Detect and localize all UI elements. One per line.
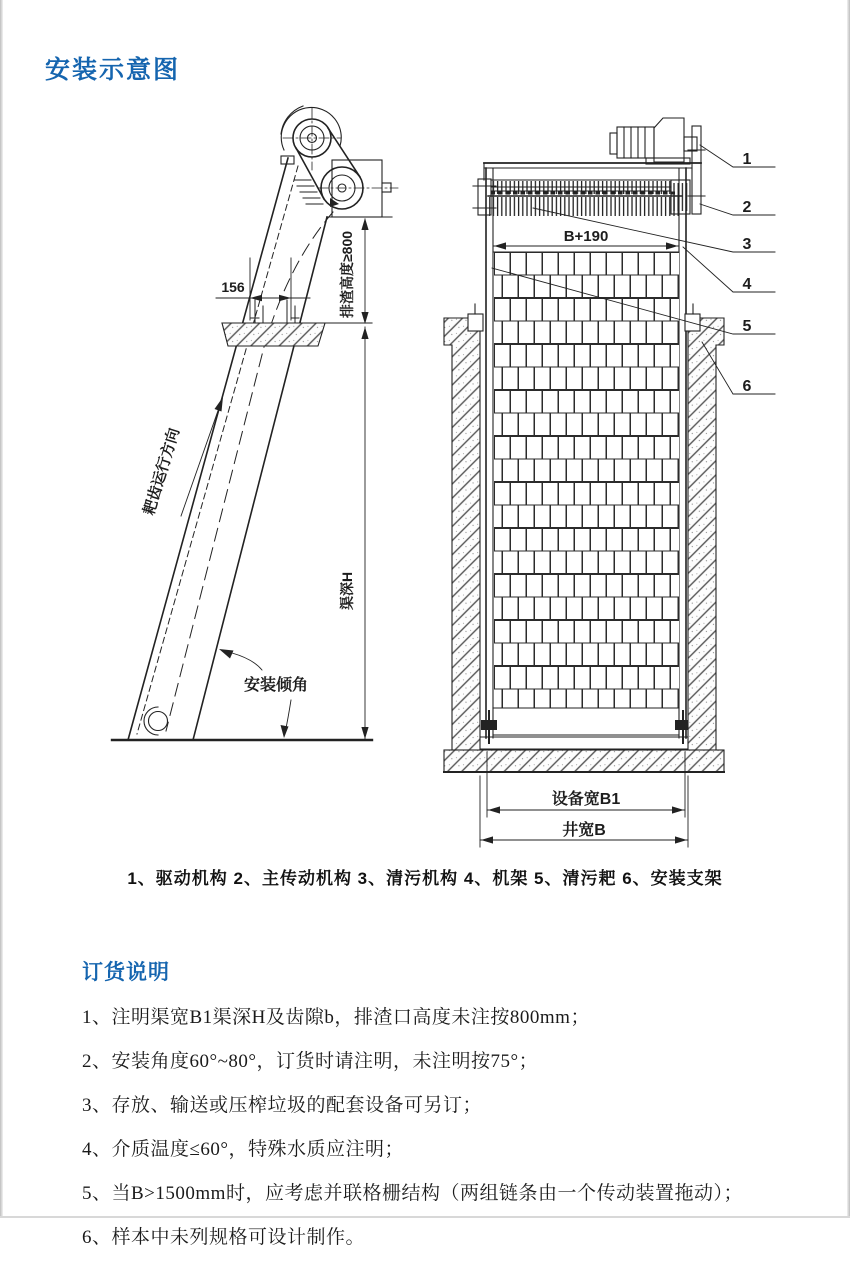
part-number-4: 4 — [742, 276, 752, 293]
screen-grid — [494, 252, 679, 708]
side-view-drawing — [112, 106, 398, 740]
channel-depth-label: 渠深H — [339, 571, 355, 610]
rake-direction-arrow — [181, 397, 223, 516]
order-note: 6、样本中未列规格可设计制作。 — [82, 1227, 366, 1248]
discharge-height-label: 排渣高度≥800 — [339, 230, 355, 318]
equipment-width-label: 设备宽B1 — [551, 791, 621, 808]
motor-assembly — [610, 118, 697, 164]
rake-direction-label: 耙齿运行方向 — [140, 426, 184, 518]
drive-sprockets — [281, 106, 363, 209]
part-number-2: 2 — [742, 199, 752, 216]
order-note: 2、安装角度60°~80°，订货时请注明，未注明按75°； — [82, 1051, 539, 1072]
dim-156-label: 156 — [221, 279, 245, 295]
top-width-label: B+190 — [563, 228, 609, 245]
front-view-drawing — [444, 118, 775, 847]
order-notes-heading: 订货说明 — [82, 961, 170, 984]
order-notes-section — [82, 956, 792, 1266]
bottom-roller — [149, 712, 168, 731]
channel-floor — [444, 750, 724, 772]
part-number-1: 1 — [742, 151, 752, 168]
channel-wall-right — [688, 318, 724, 750]
base-anchors — [481, 711, 691, 743]
channel-wall-left — [444, 318, 480, 750]
part-number-5: 5 — [742, 318, 752, 335]
parts-caption: 1、驱动机构 2、主传动机构 3、清污机构 4、机架 5、清污耙 6、安装支架 — [127, 869, 723, 888]
order-note: 3、存放、输送或压榨垃圾的配套设备可另订； — [82, 1095, 483, 1116]
dim-channel-depth — [361, 327, 368, 739]
dim-discharge-height — [361, 218, 368, 324]
install-angle-label: 安装倾角 — [244, 677, 309, 694]
part-number-6: 6 — [742, 378, 752, 395]
order-note: 4、介质温度≤60°，特殊水质应注明； — [82, 1139, 405, 1160]
order-note: 5、当B>1500mm时，应考虑并联格栅结构（两组链条由一个传动装置拖动）； — [82, 1183, 743, 1204]
wall-bracket-left — [468, 314, 483, 331]
part-number-3: 3 — [742, 236, 752, 253]
well-width-label: 井宽B — [562, 822, 606, 839]
order-note: 1、注明渠宽B1渠深H及齿隙b，排渣口高度未注按800mm； — [82, 1007, 590, 1028]
page-title: 安装示意图 — [45, 56, 181, 84]
platform-slab — [222, 323, 325, 346]
